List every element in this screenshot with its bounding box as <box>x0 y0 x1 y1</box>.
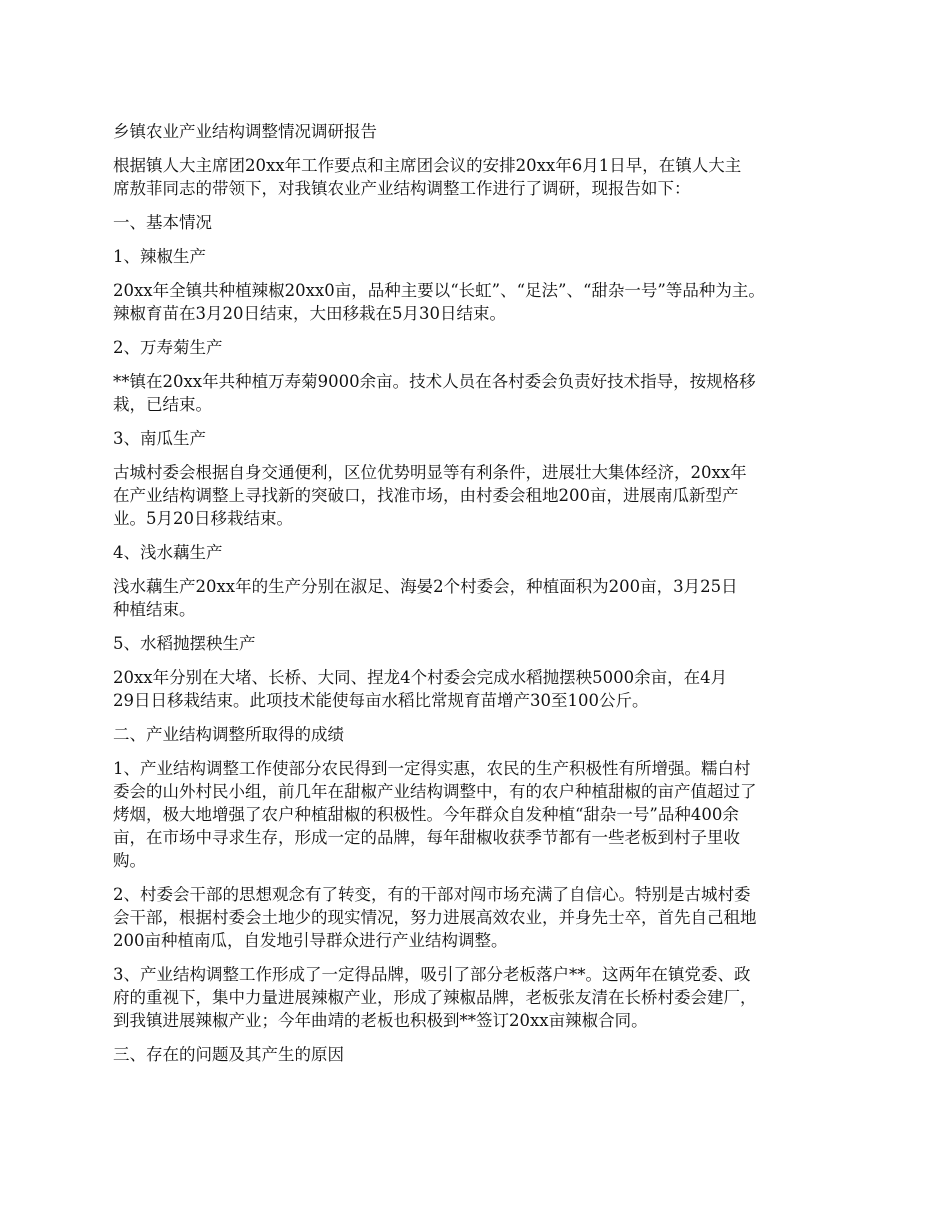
text-line: 一、基本情况 <box>113 213 212 232</box>
text-line: 委会的山外村民小组，前几年在甜椒产业结构调整中，有的农户种植甜椒的亩产值超过了 <box>113 782 757 801</box>
text-line: 会干部，根据村委会土地少的现实情况，努力进展高效农业，并身先士卒，首先自己租地 <box>113 908 757 927</box>
text-line: 4、浅水藕生产 <box>113 543 223 562</box>
text-line: 浅水藕生产20xx年的生产分别在淑足、海晏2个村委会，种植面积为200亩，3月25日 <box>113 577 738 596</box>
paragraph <box>113 370 839 416</box>
text-line: 烤烟，极大地增强了农户种植甜椒的积极性。今年群众自发种植“甜杂一号”品种400余 <box>113 805 739 824</box>
text-line: 1、产业结构调整工作使部分农民得到一定得实惠，农民的生产积极性有所增强。糯白村 <box>113 759 751 778</box>
text-line: 5、水稻抛摆秧生产 <box>113 634 256 653</box>
text-line: 辣椒育苗在3月20日结束，大田移栽在5月30日结束。 <box>113 304 506 323</box>
text-line: 200亩种植南瓜，自发地引导群众进行产业结构调整。 <box>113 931 508 950</box>
paragraph <box>113 575 839 621</box>
paragraph <box>113 666 839 712</box>
text-line: 购。 <box>113 851 146 870</box>
paragraph <box>113 279 839 325</box>
text-line: 亩，在市场中寻求生存，形成一定的品牌，每年甜椒收获季节都有一些老板到村子里收 <box>113 828 740 847</box>
paragraph <box>113 723 839 746</box>
paragraph <box>113 1043 839 1066</box>
paragraph <box>113 541 839 564</box>
text-line: 20xx年分别在大堵、长桥、大同、捏龙4个村委会完成水稻抛摆秧5000余亩，在4月 <box>113 668 728 687</box>
text-line: 根据镇人大主席团20xx年工作要点和主席团会议的安排20xx年6月1日早，在镇人大主 <box>113 156 742 175</box>
paragraph <box>113 632 839 655</box>
document-title: 乡镇农业产业结构调整情况调研报告 <box>113 122 377 141</box>
text-line: 1、辣椒生产 <box>113 247 206 266</box>
text-line: 3、南瓜生产 <box>113 429 206 448</box>
paragraph <box>113 245 839 268</box>
text-line: 3、产业结构调整工作形成了一定得品牌，吸引了部分老板落户**。这两年在镇党委、政 <box>113 965 751 984</box>
text-line: 2、村委会干部的思想观念有了转变，有的干部对闯市场充满了自信心。特别是古城村委 <box>113 885 751 904</box>
paragraph <box>113 427 839 450</box>
text-line: 古城村委会根据自身交通便利，区位优势明显等有利条件，进展壮大集体经济，20xx年 <box>113 463 747 482</box>
text-line: 种植结束。 <box>113 600 196 619</box>
text-line: 业。5月20日移栽结束。 <box>113 509 293 528</box>
text-line: 20xx年全镇共种植辣椒20xx0亩，品种主要以“长虹”、“足法”、“甜杂一号”等品种为主。 <box>113 281 765 300</box>
text-line: 2、万寿菊生产 <box>113 338 223 357</box>
text-line: 在产业结构调整上寻找新的突破口，找准市场，由村委会租地200亩，进展南瓜新型产 <box>113 486 739 505</box>
paragraph <box>113 757 839 872</box>
paragraph <box>113 154 839 200</box>
paragraph <box>113 883 839 952</box>
text-line: 到我镇进展辣椒产业；今年曲靖的老板也积极到**签订20xx亩辣椒合同。 <box>113 1011 648 1030</box>
paragraph <box>113 336 839 359</box>
text-line: 栽，已结束。 <box>113 395 212 414</box>
paragraph <box>113 963 839 1032</box>
paragraph <box>113 211 839 234</box>
text-line: 席敖菲同志的带领下，对我镇农业产业结构调整工作进行了调研，现报告如下： <box>113 179 691 198</box>
paragraph <box>113 461 839 530</box>
text-line: 三、存在的问题及其产生的原因 <box>113 1045 344 1064</box>
document-page <box>113 120 839 1077</box>
document-body <box>113 154 839 1066</box>
text-line: 二、产业结构调整所取得的成绩 <box>113 725 344 744</box>
text-line: 29日日移栽结束。此项技术能使每亩水稻比常规育苗增产30至100公斤。 <box>113 691 649 710</box>
text-line: **镇在20xx年共种植万寿菊9000余亩。技术人员在各村委会负责好技术指导，按规格移 <box>113 372 756 391</box>
text-line: 府的重视下，集中力量进展辣椒产业，形成了辣椒品牌，老板张友清在长桥村委会建厂， <box>113 988 757 1007</box>
